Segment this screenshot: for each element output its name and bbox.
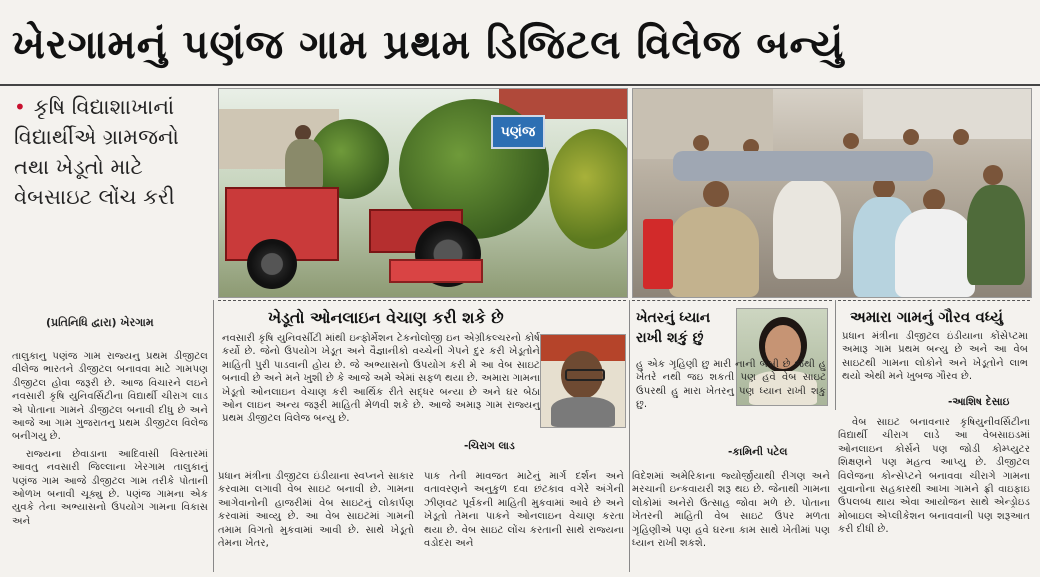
column-1-para-1: તાલુકાનુ પણંજ ગામ રાજ્યનુ પ્રથમ ડીજીટલ વીલેજ ભારતને ડીજીટલ બનાવવા માટે ગામપણ ડીજીટલ હોવા જરૂરી છે. આજ વિચારને લઇને નવસારી કૃષિ યુનિવર્સિટીના વિદ્યાર્થી ચીરાગ લાડ એ પોતાના ગામને ડીજીટલ બનાવી દીધુ છે અને આજે આ ગામ ગુજરાતનુ પ્રથમ ડીજીટલ વિલેજ બનીગયુ છે. bbox=[12, 351, 208, 443]
deck bbox=[14, 92, 210, 212]
bullet-icon: • bbox=[14, 95, 26, 119]
headline: ખેરગામનું પણંજ ગામ પ્રથમ ડિજિટલ વિલેજ બન્યું bbox=[12, 22, 845, 68]
box-field-title: ખેતરનું ધ્યાન રાખી શકું છું bbox=[636, 310, 711, 346]
portrait-chirag bbox=[540, 334, 626, 428]
box-pride-title: અમારા ગામનું ગૌરવ વધ્યું bbox=[850, 308, 1004, 326]
box-pride bbox=[838, 300, 1030, 412]
box-farmers-signature: -ચિરાગ લાડ bbox=[464, 440, 515, 452]
village-sign: પણંજ bbox=[491, 115, 545, 149]
box-field-signature: -કામિની પટેલ bbox=[728, 446, 788, 458]
column-4: વિદેશમાં અમેરિકાના જ્યોર્જીયાથી રીગણ અને મરચાની ઇન્કવાયરી શરૂ થઇ છે. જેનાથી ગામના લોકોમાં અનેરો ઉત્સાહ જોવા મળે છે. પોતાના ખેતરની માહિતી વેબ સાઇટ ઉપર મળતા ગૃહિણીએ પણ હવે ઘરના કામ સાથે ખેતીમાં પણ ધ્યાન રાખી શકશે. bbox=[632, 471, 830, 550]
column-divider bbox=[835, 300, 836, 410]
column-divider bbox=[213, 300, 214, 572]
photo-tractor bbox=[218, 88, 628, 298]
box-field-text: હુ એક ગૃહિણી છુ મારી નાની બેબી છે જેથી હુ ખેતરે નથી જઇ શકતી પણ હવે વેબ સાઇટ ઉપરથી હુ મારા ખેતરનુ પણ ધ્યાન રાખી શકુ છુ. bbox=[636, 359, 826, 411]
column-1 bbox=[12, 350, 208, 572]
photo-meeting bbox=[632, 88, 1032, 298]
deck-text: કૃષિ વિદ્યાશાખાનાં વિદ્યાર્થીએ ગ્રામજનો તથા ખેડૂતો માટે વેબસાઇટ લોંચ કરી bbox=[14, 95, 179, 209]
headline-divider bbox=[0, 84, 1040, 86]
box-pride-text: પ્રધાન મંત્રીના ડીજીટલ ઇંડીયાના કોંસેપ્ટમા અમારૂ ગામ પ્રથમ બન્યુ છે અને આ વેબ સાઇટથી ગામના લોકોને અને ખેડૂતોને લાભ થયો એથી મને ખુબજ ગૌરવ છે. bbox=[842, 331, 1028, 383]
byline: (પ્રતિનિધિ દ્વારા) ખેરગામ bbox=[46, 316, 154, 329]
column-5: વેબ સાઇટ બનાવનાર કૃષિયુનીવર્સિટીના વિદ્યાર્થી ચીરાગ લાડે આ વેબસાઇડમાં ઓનલાઇન કોર્સને પણ જોડી કોમ્પ્યુટર શિક્ષણને પણ મહત્વ આપ્યુ છે. ડીજીટલ વિલેજના કોન્સેપ્ટને બનાવવા ચીરાગે ગામના યુવાનોના સહકારથી આખા ગામને ફ્રી વાઇફાઇ ઉપલબ્ધ થાય એવા આયોજન સાથે એન્ડ્રોઇડ મોબાઇલ એપ્લીકેશન બનાવવાની પણ શરૂઆત કરી દીધી છે. bbox=[838, 417, 1030, 536]
box-farmers-text: નવસારી કૃષિ યુનિવર્સીટી માંથી ઇન્ફોર્મેશન ટેકનોલોજી ઇન એગ્રીકલ્ચરનો કોર્ષ કર્યો છે. જેનો ઉપયોગ ખેડૂત અને વૈજ્ઞાનીકો વચ્ચેની ગેપને દુર કરી ખેડૂતોને માહિતી પુરી પાડવાની હોય છે. જે અભ્યાસનો ઉપયોગ કરી મે આ વેબ સાઇટ બનાવી છે અને મને ખુશી છે કે આજે અમે એમાં સફળ થયા છે. અમારા ગામના ખેડૂતો ઓનલાઇન વેચાણ કરી આર્થિક રીતે સદ્ધર બન્યા છે અને ઘર બેઠા ઓન લાઇન અન્ય જરૂરી માહિતી મેળવી શકે છે. આજે અમારૂ ગામ રાજ્યનુ પ્રથમ ડીજીટલ વિલેજ બન્યુ છે. bbox=[222, 333, 540, 425]
column-2: પ્રધાન મંત્રીના ડીજીટલ ઇંડીયાના સ્વપ્નને સાકાર કરવામા લગાવી વેબ સાઇટ બનાવી છે. ગામના આગેવાનોની હાજરીમાં વેબ સાઇટનું લોકાર્પણ કરવામાં આવ્યુ છે. આ વેબ સાઇટમાં ગામની તમામ વિગતો મુકવામાં આવી છે. સાથે ખેડૂતો તેમના ખેતર, bbox=[218, 471, 414, 550]
column-divider bbox=[629, 300, 630, 572]
box-farmers-title: ખેડૂતો ઓનલાઇન વેચાણ કરી શકે છે bbox=[268, 308, 504, 327]
column-3: પાક તેની માવજત માટેનું માર્ગ દર્શન અને વતાવરણને અનુકુળ દવા છંટકાવ વગેરે અંગેની ઝીણવટ પૂર્વકની માહિતી મુકવામાં આવે છે અને ખેડૂતો તેમના પાકને ઓનલાઇન વેચાણ કરતા થયા છે. વેબ સાઇટ લોંચ કરતાની સાથે રાજ્યના વડોદરા અને bbox=[424, 471, 624, 550]
box-field bbox=[632, 300, 832, 462]
column-1-para-2: રાજ્યના છેવાડાના આદિવાસી વિસ્તારમાં આવતુ નવસારી જિલ્લાના ખેરગામ તાલુકાનું પણંજ ગામ આજે ડીજીટલ ગામ તરીકે પોતાની ઓળખ બનાવી ચૂક્યુ છે. પણંજ ગામના એક યુવકે તેના અભ્યાસનો ઉપયોગ ગામના વિકાસ અને bbox=[12, 448, 208, 527]
box-farmers-online bbox=[218, 300, 626, 460]
box-pride-signature: -આશિષ દેસાઇ bbox=[948, 396, 1010, 408]
